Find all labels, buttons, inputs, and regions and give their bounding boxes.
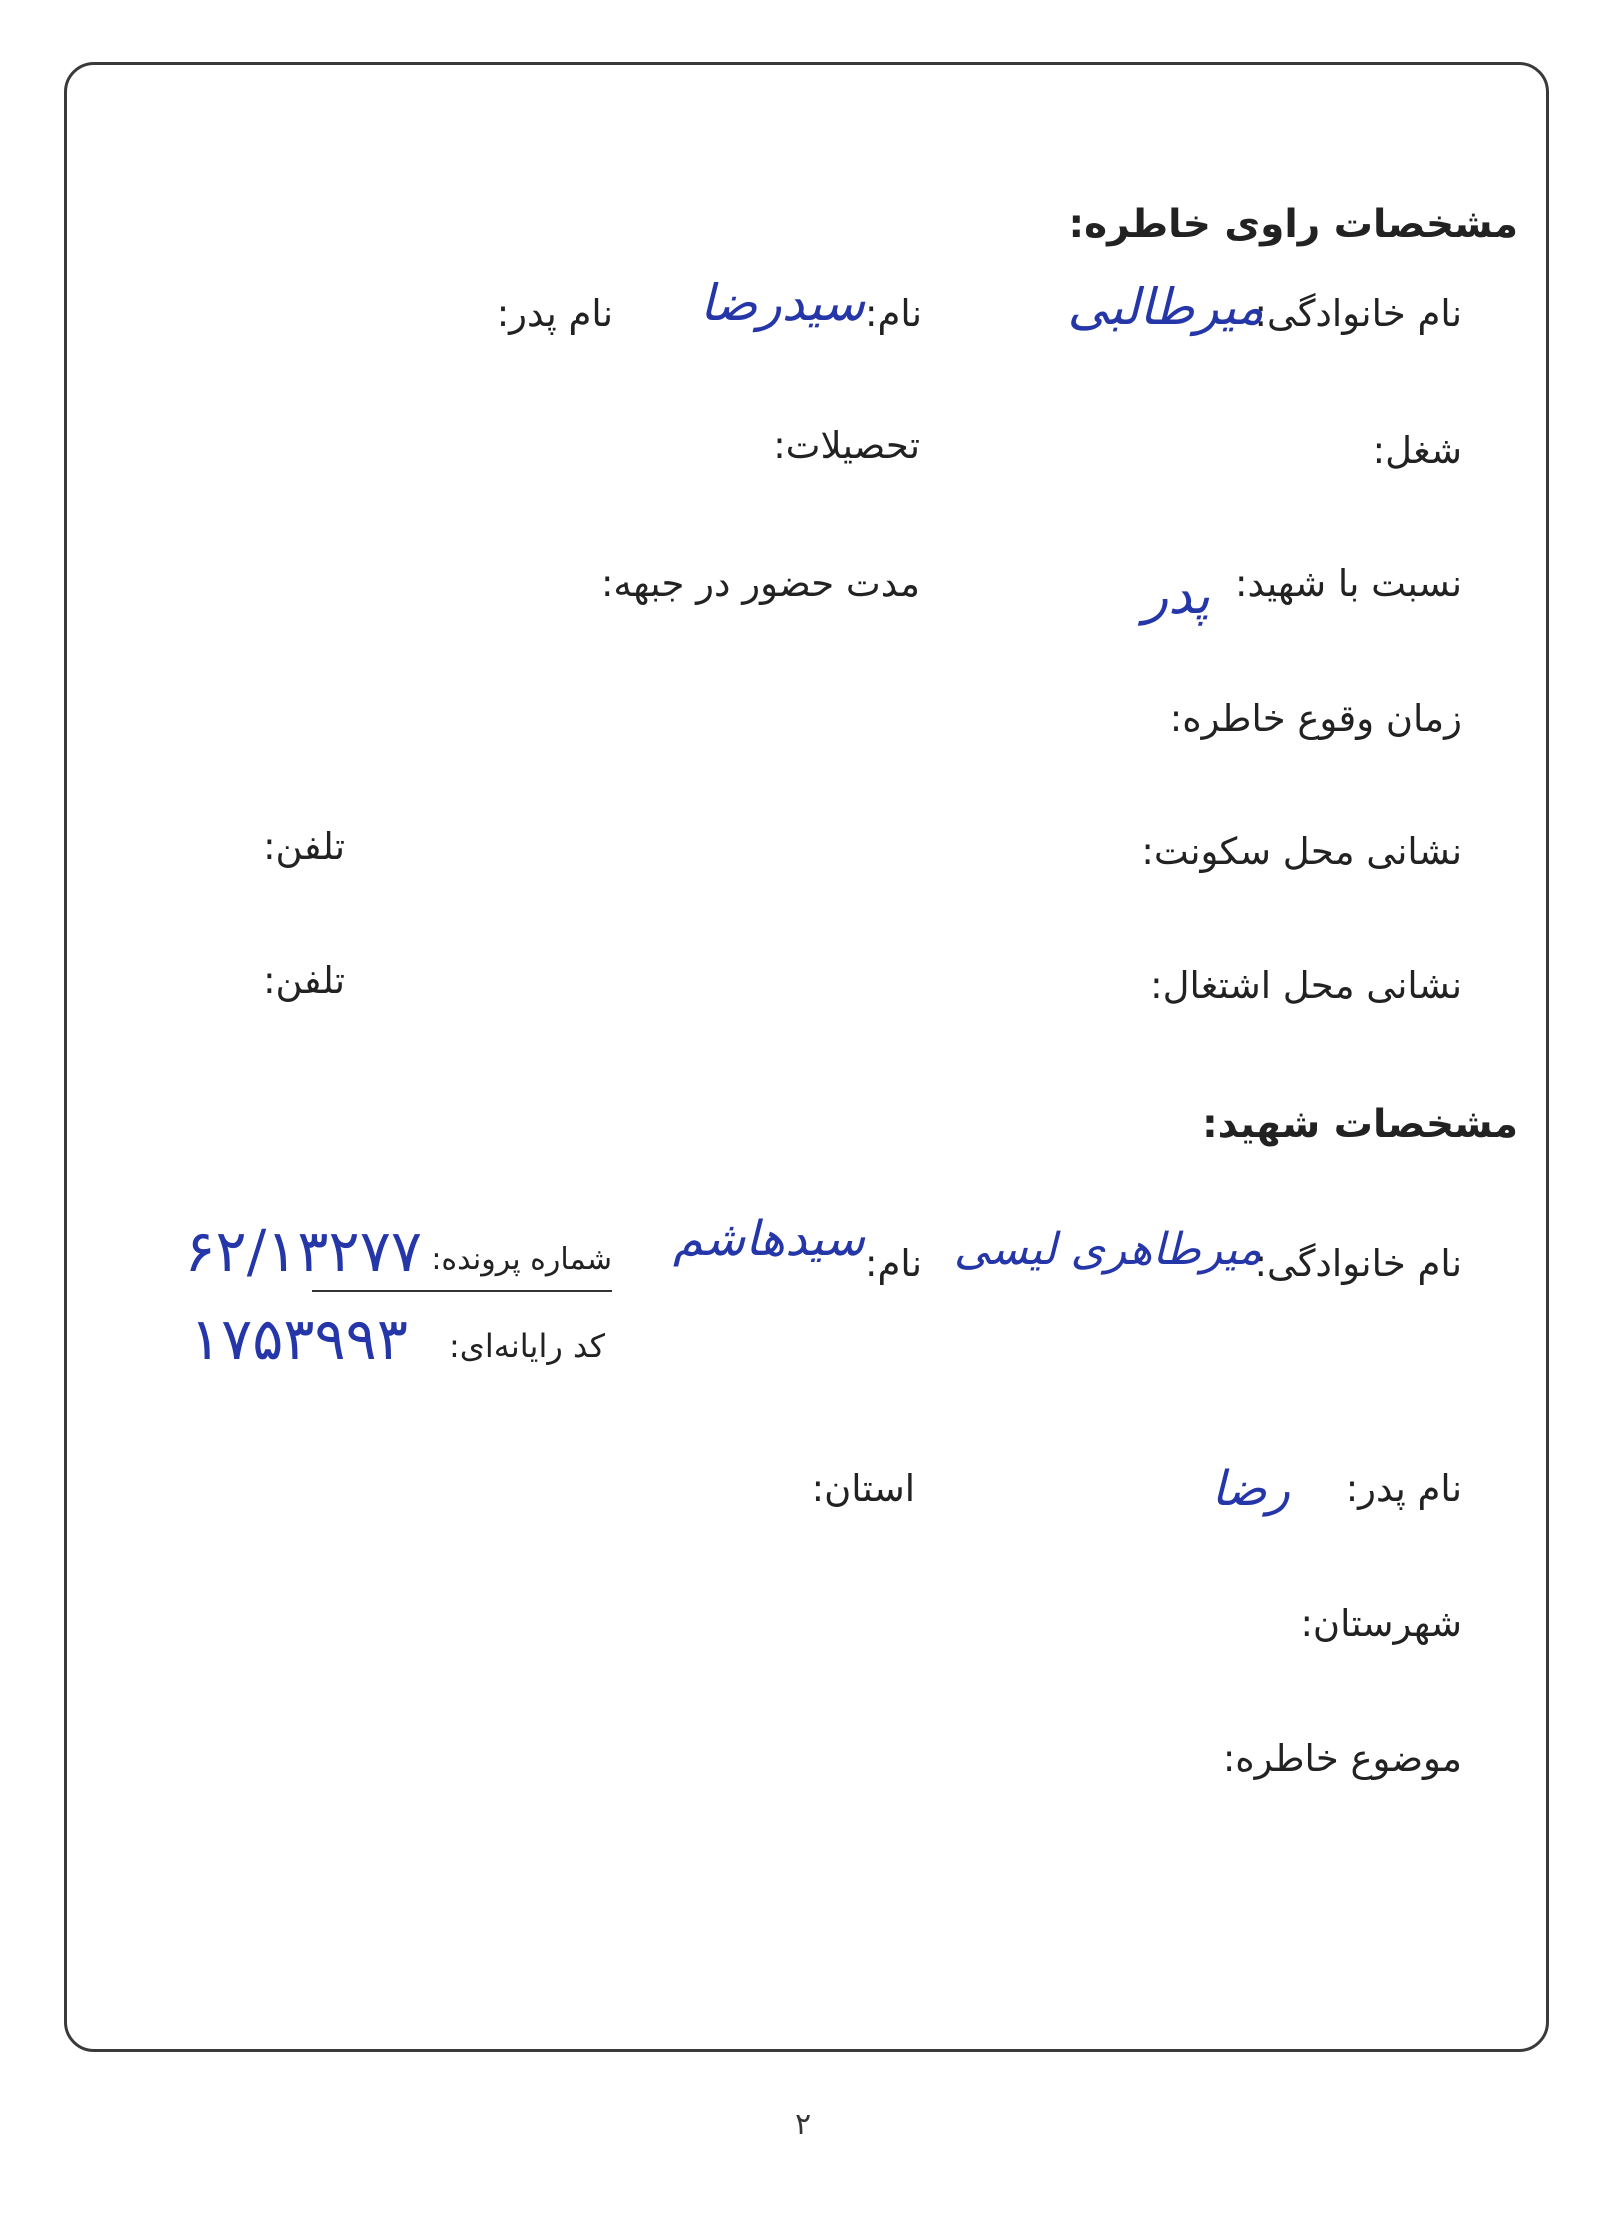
narrator-family-label: نام خانوادگی:: [1254, 292, 1462, 335]
martyr-family-value: میرطاهری لیسی: [953, 1224, 1262, 1275]
narrator-time-label: زمان وقوع خاطره:: [1169, 697, 1462, 740]
narrator-education-label: تحصیلات:: [773, 424, 920, 467]
narrator-heading: مشخصات راوی خاطره:: [1068, 202, 1518, 247]
page-number: ۲: [795, 2107, 812, 2142]
martyr-code-label: کد رایانه‌ای:: [449, 1327, 605, 1365]
narrator-family-value: میرطالبی: [1067, 278, 1264, 336]
martyr-county-label: شهرستان:: [1300, 1602, 1462, 1645]
martyr-code-value: ۱۷۵۳۹۹۳: [189, 1305, 408, 1373]
file-number-underline: [312, 1290, 612, 1292]
narrator-job-label: شغل:: [1372, 429, 1462, 472]
narrator-work-address-label: نشانی محل اشتغال:: [1150, 964, 1462, 1007]
narrator-work-phone-label: تلفن:: [263, 959, 345, 1002]
narrator-home-phone-label: تلفن:: [263, 825, 345, 868]
narrator-name-value: سیدرضا: [699, 274, 865, 332]
martyr-family-label: نام خانوادگی:: [1254, 1242, 1462, 1285]
narrator-home-address-label: نشانی محل سکونت:: [1141, 830, 1462, 873]
martyr-name-value: سیدهاشم: [673, 1211, 865, 1267]
martyr-topic-label: موضوع خاطره:: [1222, 1737, 1462, 1780]
narrator-relation-value: پدر: [1143, 566, 1210, 626]
martyr-file-label: شماره پرونده:: [431, 1242, 612, 1277]
narrator-name-label: نام:: [865, 292, 922, 335]
narrator-relation-label: نسبت با شهید:: [1234, 562, 1462, 605]
martyr-father-value: رضا: [1211, 1461, 1290, 1517]
narrator-front-label: مدت حضور در جبهه:: [600, 562, 920, 605]
narrator-father-label: نام پدر:: [496, 292, 613, 335]
martyr-province-label: استان:: [811, 1467, 915, 1510]
martyr-father-label: نام پدر:: [1345, 1467, 1462, 1510]
martyr-file-value: ۶۲/۱۳۲۷۷: [184, 1217, 422, 1285]
martyr-name-label: نام:: [865, 1242, 922, 1285]
martyr-heading: مشخصات شهید:: [1202, 1102, 1518, 1147]
